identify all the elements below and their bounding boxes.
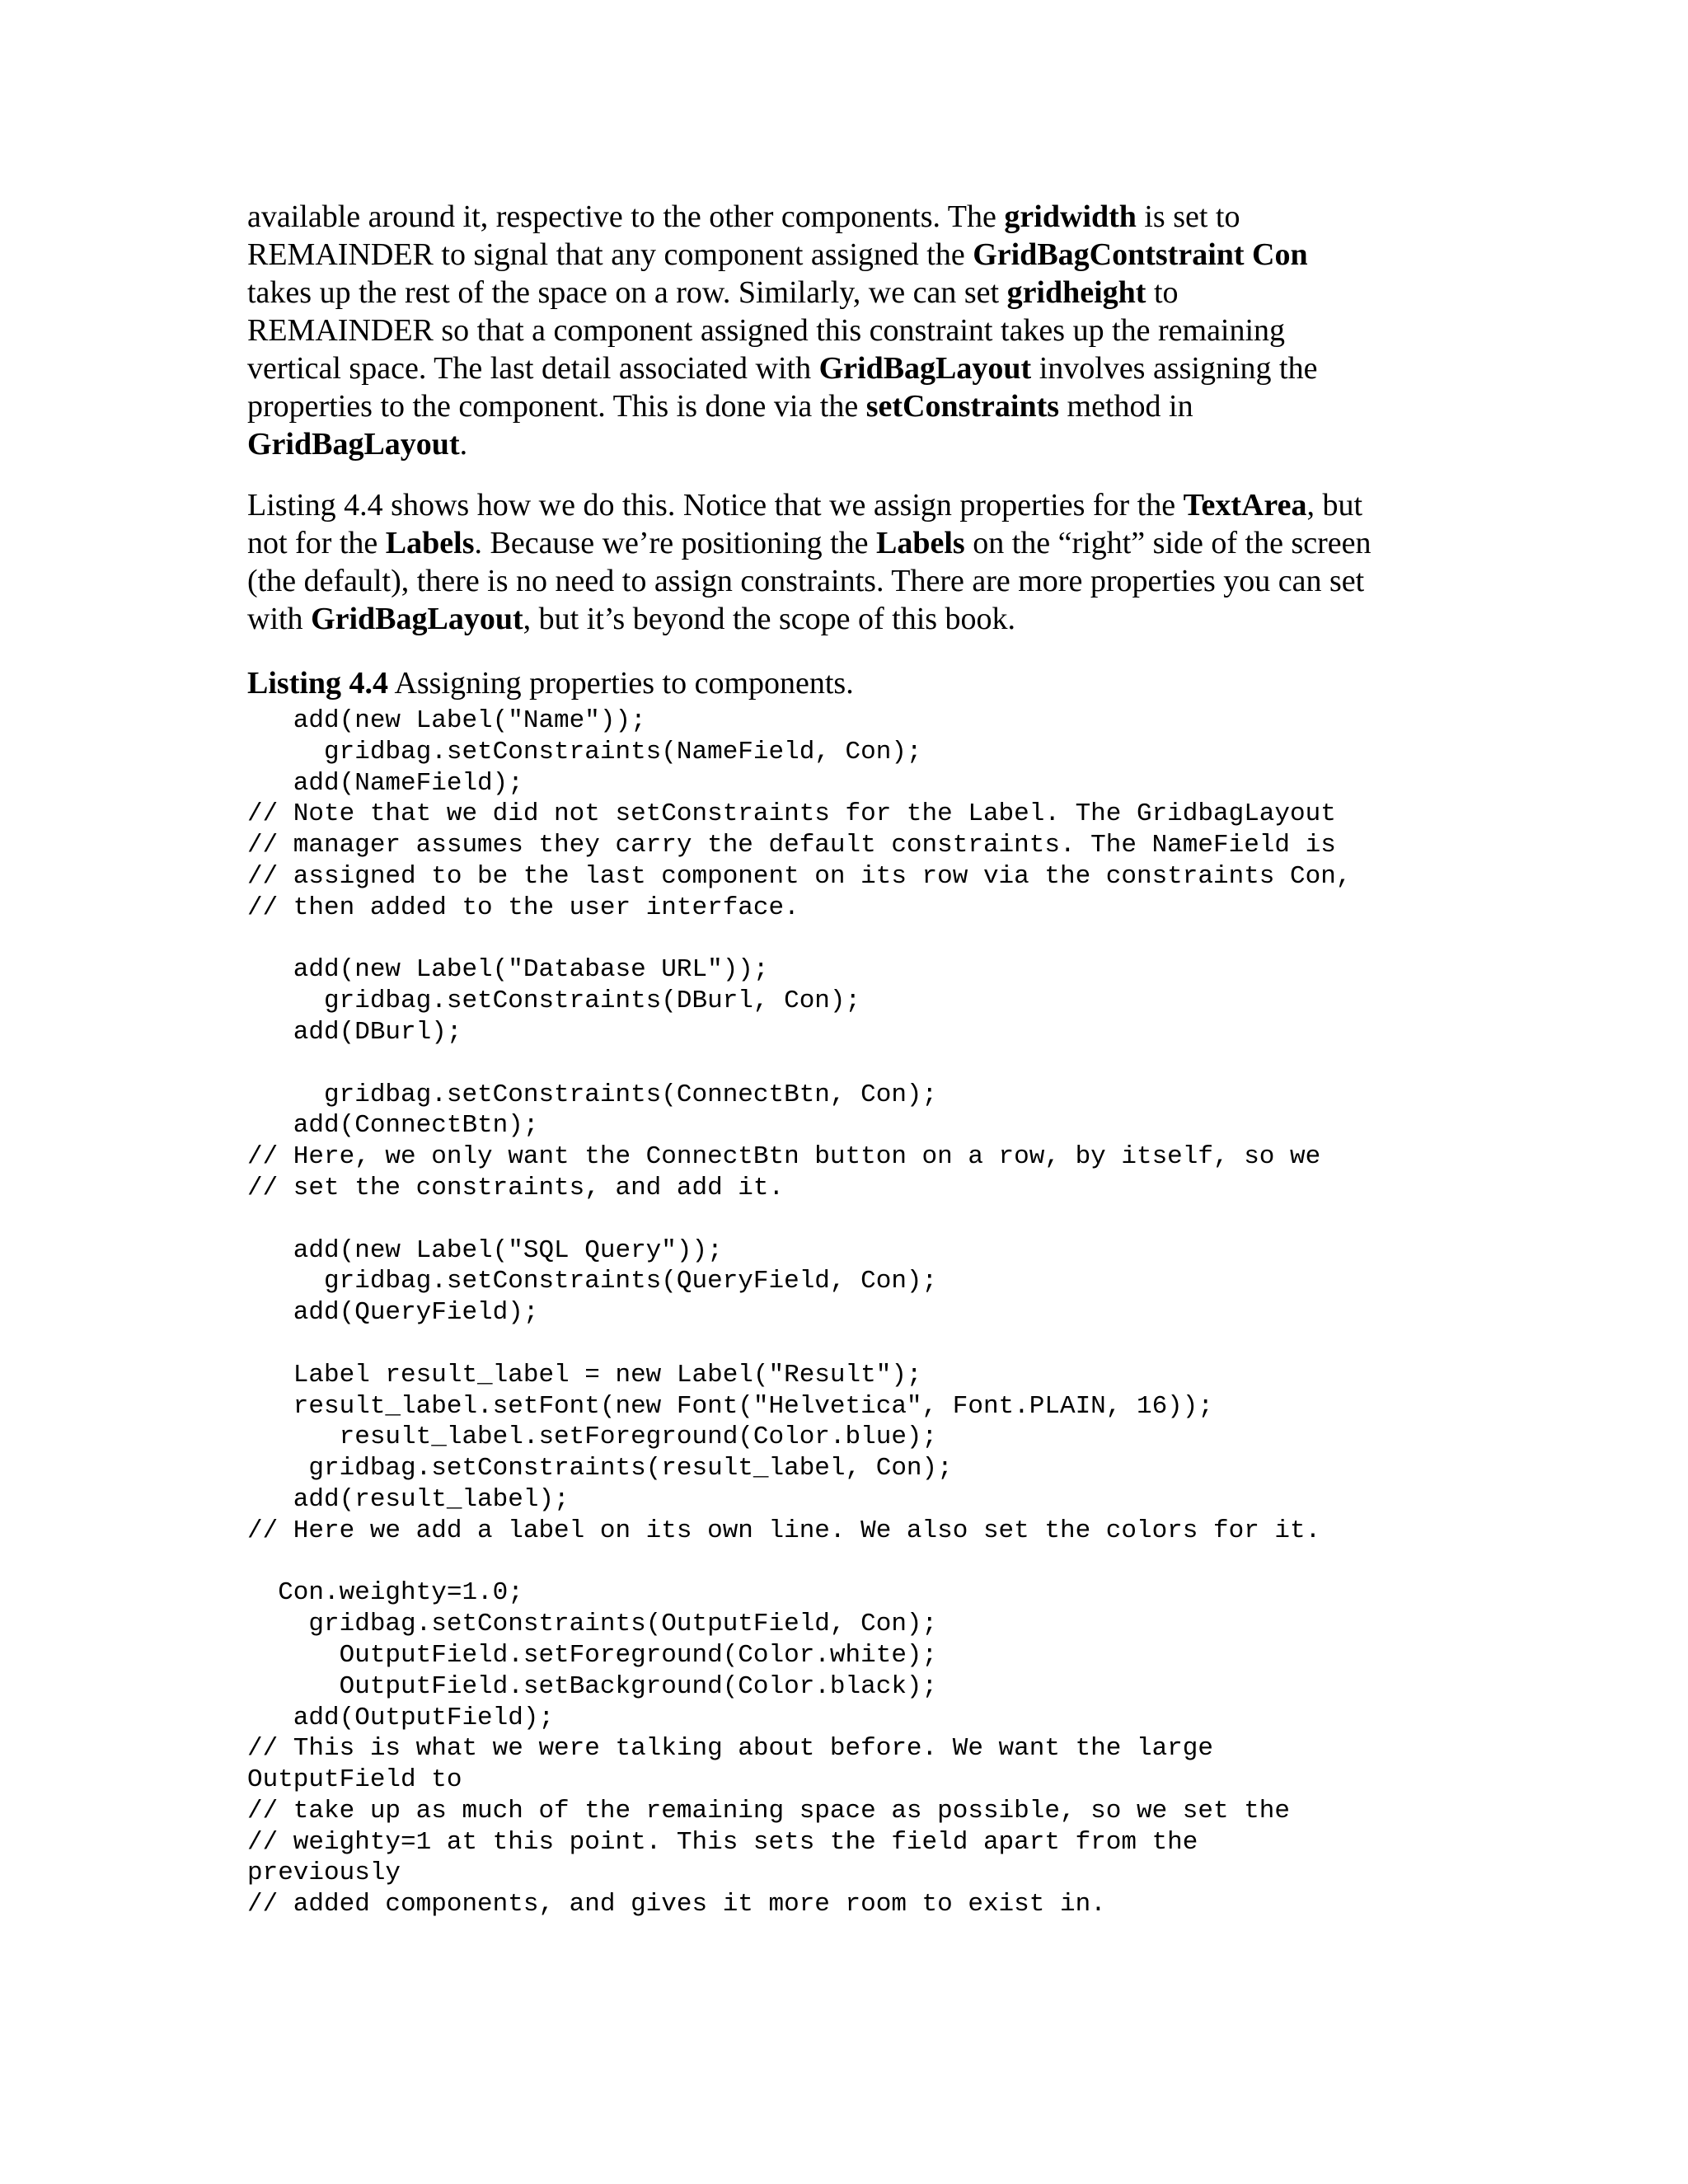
code-line: result_label.setFont(new Font("Helvetica", Font.PLAIN, 16)); <box>247 1391 1213 1421</box>
bold-term: setConstraints <box>865 389 1060 424</box>
text-run: Listing 4.4 shows how we do this. Notice that we assign properties for the <box>247 488 1184 523</box>
code-line: Label result_label = new Label("Result"); <box>247 1360 922 1390</box>
body-paragraph-gridbag-constraints <box>247 198 1451 463</box>
code-line: add(new Label("SQL Query")); <box>247 1235 723 1265</box>
code-line: Con.weighty=1.0; <box>247 1578 523 1608</box>
bold-term: GridBagLayout <box>247 427 460 462</box>
bold-term: Labels <box>876 526 965 560</box>
code-line: add(DBurl); <box>247 1017 462 1047</box>
text-run: to REMAINDER so that a component assigned this constraint takes up the remaining vertical space. The last detail associated with <box>247 275 1286 386</box>
code-line <box>247 1204 1451 1235</box>
listing-label: Listing 4.4 <box>247 666 389 701</box>
code-comment-line: // set the constraints, and add it. <box>247 1173 785 1202</box>
code-line <box>247 1048 1451 1080</box>
bold-term: GridBagContstraint Con <box>973 237 1308 272</box>
code-line: add(OutputField); <box>247 1703 555 1732</box>
code-line: gridbag.setConstraints(NameField, Con); <box>247 737 922 766</box>
code-line: OutputField.setForeground(Color.white); <box>247 1640 938 1670</box>
code-line <box>247 924 1451 955</box>
code-line: add(QueryField); <box>247 1298 539 1328</box>
code-line: add(new Label("Name")); <box>247 706 646 735</box>
text-run: . <box>459 427 468 462</box>
bold-term: GridBagLayout <box>818 351 1032 386</box>
text-run: is set to REMAINDER to signal that any component assigned the <box>247 199 1240 272</box>
code-comment-line: // assigned to be the last component on its row via the constraints Con, <box>247 861 1352 891</box>
code-line: add(new Label("Database URL")); <box>247 955 769 985</box>
code-comment-line: // weighty=1 at this point. This sets the field apart from the <box>247 1827 1198 1857</box>
body-paragraph-listing-intro <box>247 486 1451 638</box>
code-comment-line: // Note that we did not setConstraints for the Label. The GridbagLayout <box>247 799 1336 829</box>
listing-title: Assigning properties to components. <box>388 666 854 701</box>
text-run: on the “right” side of the screen (the default), there is no need to assign constraints. There are more properties you can set with <box>247 526 1372 636</box>
bold-term: GridBagLayout <box>311 602 523 636</box>
code-line: gridbag.setConstraints(QueryField, Con); <box>247 1267 938 1296</box>
document-page <box>247 198 1451 1920</box>
code-line: add(ConnectBtn); <box>247 1111 539 1141</box>
bold-term: Labels <box>385 526 475 560</box>
code-line: gridbag.setConstraints(result_label, Con); <box>247 1454 953 1483</box>
code-listing <box>247 705 1451 1920</box>
code-comment-line: // added components, and gives it more room to exist in. <box>247 1890 1106 1919</box>
code-line: gridbag.setConstraints(DBurl, Con); <box>247 987 861 1016</box>
code-line: gridbag.setConstraints(OutputField, Con); <box>247 1610 938 1639</box>
code-comment-line: // This is what we were talking about before. We want the large <box>247 1734 1213 1764</box>
text-run: involves assigning the properties to the component. This is done via the <box>247 351 1318 424</box>
bold-term: TextArea <box>1183 488 1307 523</box>
code-comment-line: // manager assumes they carry the default constraints. The NameField is <box>247 831 1336 860</box>
code-line: add(result_label); <box>247 1484 570 1514</box>
text-run: takes up the rest of the space on a row. Similarly, we can set <box>247 275 1000 310</box>
code-line: OutputField.setBackground(Color.black); <box>247 1671 938 1701</box>
code-comment-line: // then added to the user interface. <box>247 893 799 922</box>
listing-caption <box>247 664 1451 702</box>
code-comment-line: // Here we add a label on its own line. We also set the colors for it. <box>247 1516 1321 1545</box>
text-run: , but it’s beyond the scope of this book. <box>523 602 1016 636</box>
code-line <box>247 1329 1451 1360</box>
bold-term: gridheight <box>1006 275 1146 310</box>
text-run: available around it, respective to the other components. The <box>247 199 1005 234</box>
text-run: . Because we’re positioning the <box>474 526 877 560</box>
text-run: , but not for the <box>247 488 1363 560</box>
code-comment-line: // Here, we only want the ConnectBtn button on a row, by itself, so we <box>247 1142 1321 1172</box>
code-line: gridbag.setConstraints(ConnectBtn, Con); <box>247 1080 938 1109</box>
code-comment-line: // take up as much of the remaining space as possible, so we set the <box>247 1796 1291 1825</box>
text-run: method in <box>1067 389 1193 424</box>
code-line: result_label.setForeground(Color.blue); <box>247 1422 938 1452</box>
code-line: previously <box>247 1858 401 1888</box>
bold-term: gridwidth <box>1004 199 1137 234</box>
code-line: OutputField to <box>247 1765 462 1795</box>
code-line <box>247 1547 1451 1578</box>
code-line: add(NameField); <box>247 768 523 798</box>
